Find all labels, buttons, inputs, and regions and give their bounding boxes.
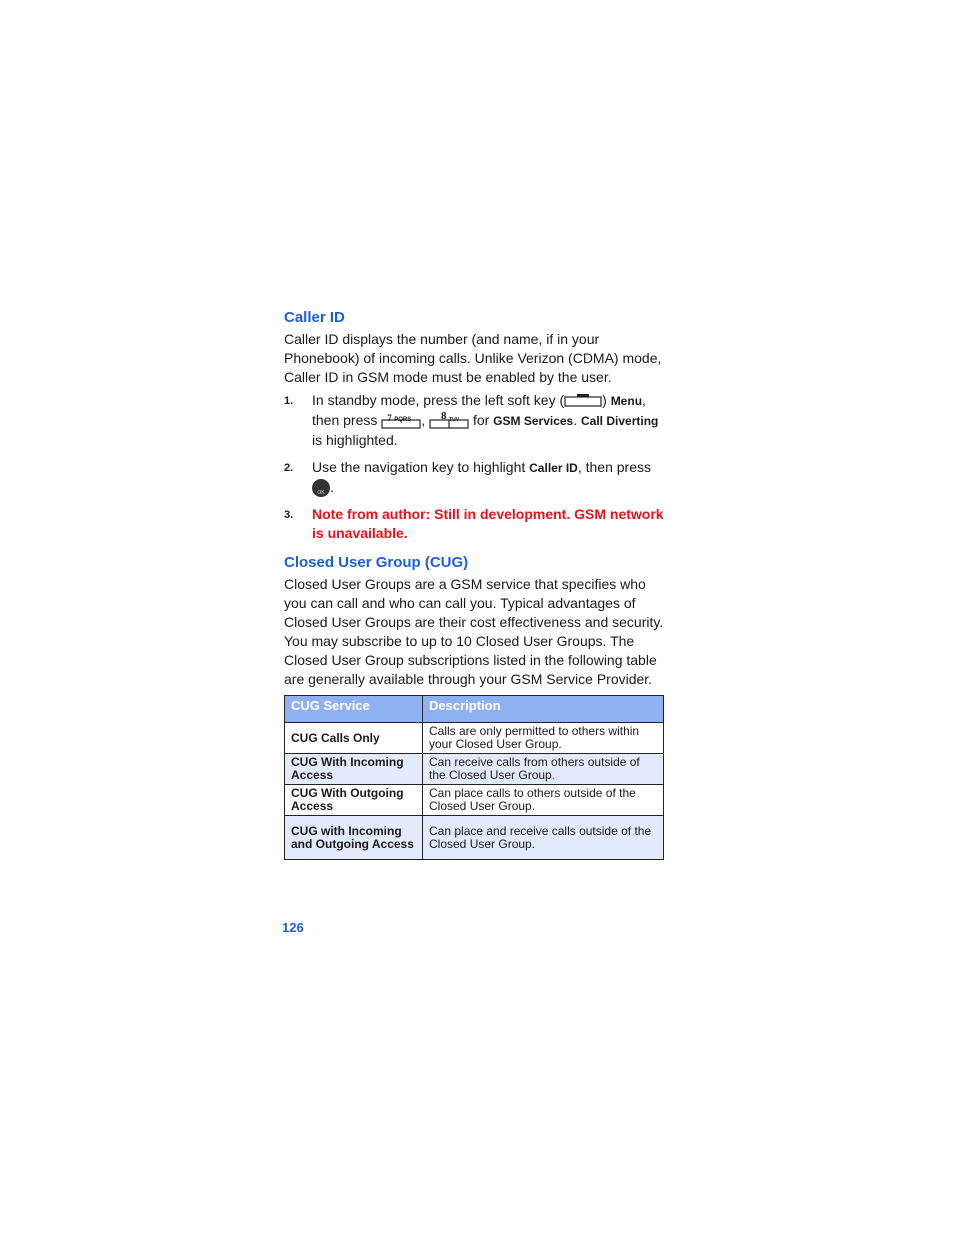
cug-description-cell: Can place and receive calls outside of the Closed User Group. — [423, 816, 664, 860]
cug-service-cell: CUG With Outgoing Access — [285, 785, 423, 816]
step-text: In standby mode, press the left soft key ( — [312, 392, 565, 408]
key-letters: TUV — [449, 417, 460, 423]
key-digit: 8 — [441, 410, 447, 422]
table-row — [285, 816, 664, 860]
ok-button-icon — [312, 479, 330, 497]
step-text: . — [573, 412, 578, 428]
step-text: for — [472, 412, 490, 428]
table-row — [285, 785, 664, 816]
step-2 — [284, 458, 664, 497]
cug-table — [284, 695, 664, 860]
step-number: 1. — [284, 395, 294, 407]
step-text: is highlighted. — [312, 432, 398, 448]
column-header: Description — [423, 696, 664, 723]
cug-intro: Closed User Groups are a GSM service that specifies who you can call and who can call you. Typical advantages of Closed User Groups are their cost effectiveness and security. You may subscribe to up to 10 Closed User Groups. The Closed User Group subscriptions listed in the following table are generally available through your GSM Service Provider. — [284, 576, 664, 687]
menu-label: Menu — [610, 394, 643, 408]
caller-id-heading: Caller ID — [284, 309, 345, 326]
call-diverting-label: Call Diverting — [581, 414, 659, 428]
step-text: Use the navigation key to highlight — [312, 459, 526, 475]
step-text: , — [421, 412, 426, 428]
key-7-icon — [381, 411, 421, 429]
caller-id-intro: Caller ID displays the number (and name, if in your Phonebook) of incoming calls. Unlike Verizon (CDMA) mode, Caller ID in GSM mode must be enabled by the user. — [284, 331, 662, 385]
step-1 — [284, 391, 664, 450]
page-content — [284, 306, 664, 860]
cug-heading: Closed User Group (CUG) — [284, 554, 469, 571]
cug-service-cell: CUG Calls Only — [285, 723, 423, 754]
table-row — [285, 754, 664, 785]
step-text: then press — [312, 412, 378, 428]
step-text: , then press — [577, 459, 651, 475]
key-8-icon — [429, 411, 469, 429]
author-note: Note from author: Still in development. GSM network is unavailable. — [312, 506, 664, 541]
cug-description-cell: Can receive calls from others outside of the Closed User Group. — [423, 754, 664, 785]
table-header-row — [285, 696, 664, 723]
page-number: 126 — [282, 920, 304, 935]
step-text: ) — [602, 392, 611, 408]
column-header: CUG Service — [285, 696, 423, 723]
cug-description-cell: Calls are only permitted to others within your Closed User Group. — [423, 723, 664, 754]
left-soft-key-icon — [564, 393, 602, 407]
cug-description-cell: Can place calls to others outside of the Closed User Group. — [423, 785, 664, 816]
step-number: 3. — [284, 509, 294, 521]
step-text: . — [330, 479, 334, 495]
step-3 — [284, 505, 664, 543]
table-row — [285, 723, 664, 754]
cug-service-cell: CUG with Incoming and Outgoing Access — [285, 816, 423, 860]
caller-id-label: Caller ID — [529, 461, 578, 475]
key-digit: 7 — [387, 413, 392, 423]
step-text: , — [642, 392, 646, 408]
step-number: 2. — [284, 462, 294, 474]
key-letters: PQRS — [394, 417, 412, 423]
ok-label: OK — [317, 490, 325, 496]
cug-service-cell: CUG With Incoming Access — [285, 754, 423, 785]
gsm-services-label: GSM Services — [493, 414, 574, 428]
